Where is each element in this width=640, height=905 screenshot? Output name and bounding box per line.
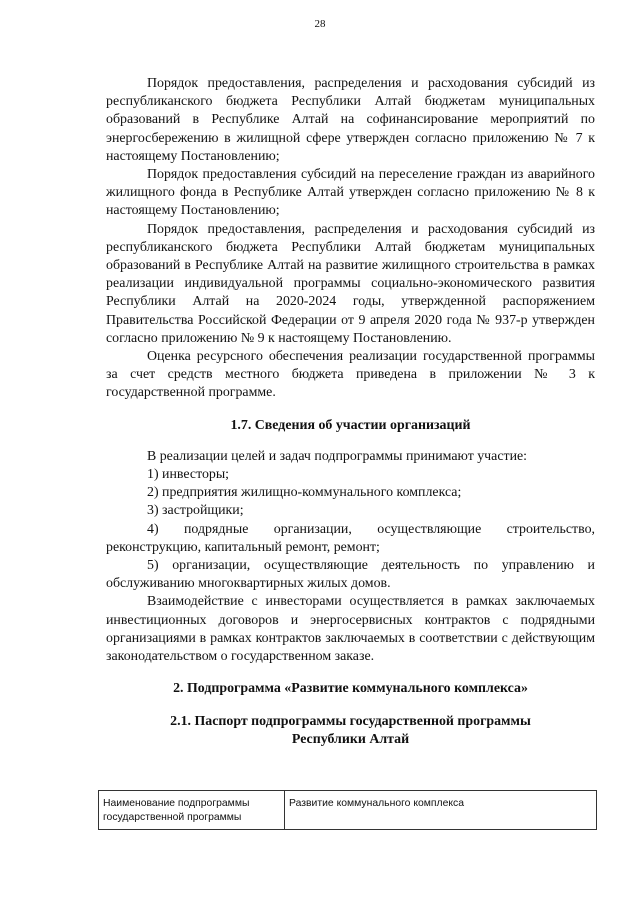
- list-item: 4) подрядные организации, осуществляющие строительство, реконструкцию, капитальный ремонт, ремонт;: [106, 521, 595, 555]
- paragraph-resource-assessment: Оценка ресурсного обеспечения реализации государственной программы за счет средств местного бюджета приведена в приложении № 3 к государственной программе.: [106, 349, 595, 401]
- table-cell-value: Развитие коммунального комплекса: [285, 791, 597, 830]
- list-item: 3) застройщики;: [147, 503, 244, 519]
- paragraph-subsidy-energy: Порядок предоставления, распределения и расходования субсидий из республиканского бюджета Республики Алтай бюджетам муниципальных образований в Республике Алтай на софинансирование мероприятий по энергосбережению в жилищной сфере утвержден согласно приложению № 7 к настоящему Постановлению;: [106, 76, 595, 164]
- document-body: [106, 75, 595, 749]
- page-number: 28: [314, 18, 326, 30]
- section-heading-2-1-line2: Республики Алтай: [291, 731, 410, 747]
- paragraph-investor-interaction: Взаимодействие с инвесторами осуществляется в рамках заключаемых инвестиционных договоров и энергосервисных контрактов с подрядными организациями в рамках контрактов заключаемых в соответствии с действующим законодательством о государственном заказе.: [106, 594, 595, 665]
- paragraph-participants-intro: В реализации целей и задач подпрограммы принимают участие:: [147, 448, 528, 464]
- table-row: [99, 791, 597, 830]
- section-heading-2: 2. Подпрограмма «Развитие коммунального комплекса»: [173, 681, 528, 697]
- passport-table: [98, 790, 597, 830]
- section-heading-2-1: [106, 713, 595, 749]
- table-cell-label: Наименование подпрограммы государственной программы: [99, 791, 285, 830]
- list-item: 5) организации, осуществляющие деятельность по управлению и обслуживанию многоквартирных жилых домов.: [106, 558, 595, 592]
- paragraph-resettlement: Порядок предоставления субсидий на переселение граждан из аварийного жилищного фонда в Республике Алтай утвержден согласно приложению № 8 к настоящему Постановлению;: [106, 167, 595, 219]
- list-item: 1) инвесторы;: [147, 467, 230, 483]
- section-heading-2-1-line1: 2.1. Паспорт подпрограммы государственной программы: [170, 713, 531, 729]
- list-item: 2) предприятия жилищно-коммунального комплекса;: [147, 485, 462, 501]
- paragraph-housing-construction: Порядок предоставления, распределения и расходования субсидий из республиканского бюджета Республики Алтай бюджетам муниципальных образований в Республике Алтай на развитие жилищного строительства в рамках реализации индивидуальной программы социально-экономического развития Республики Алтай на 2020-2024 годы, утвержденной распоряжением Правительства Российской Федерации от 9 апреля 2020 года № 937-р утвержден согласно приложению № 9 к настоящему Постановлению.: [106, 221, 595, 346]
- section-heading-1-7: 1.7. Сведения об участии организаций: [230, 417, 471, 433]
